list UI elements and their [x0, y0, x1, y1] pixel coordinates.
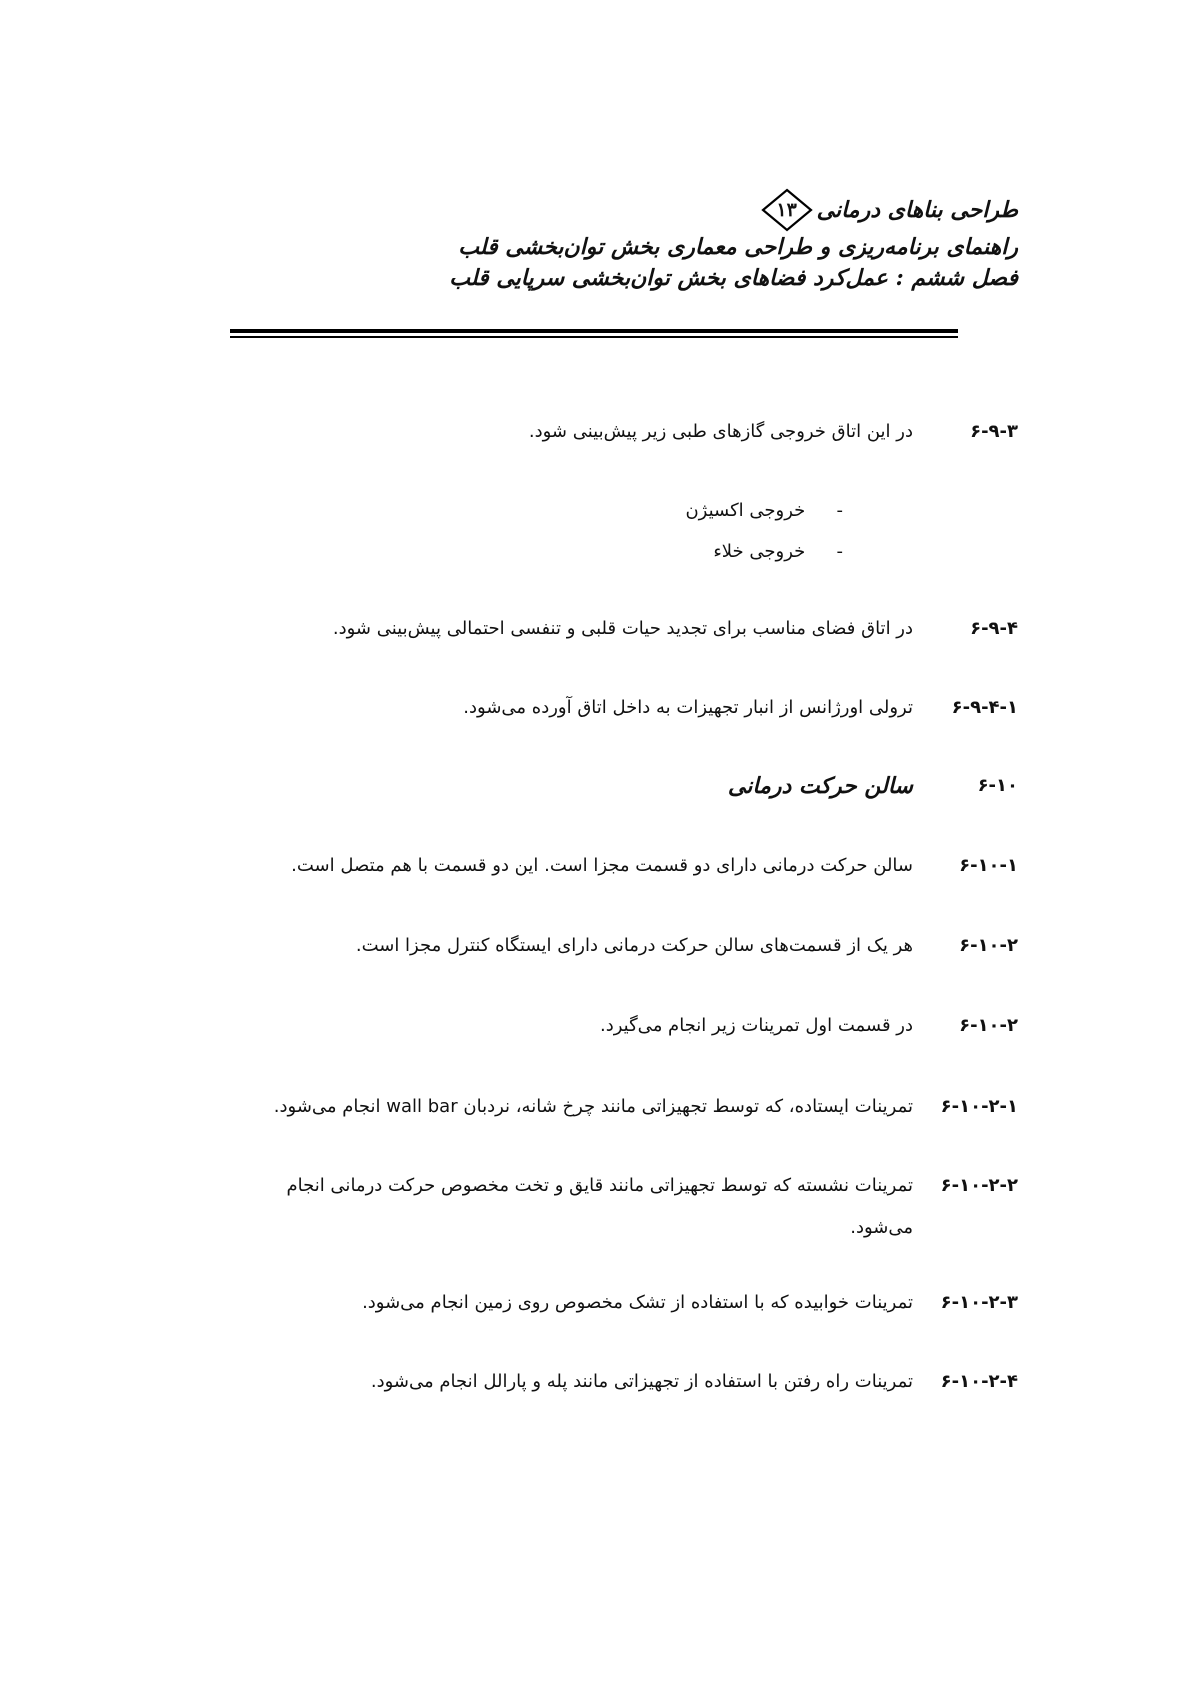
- item-number: ۶-۱۰-۲: [959, 935, 1018, 956]
- item-text: سالن حرکت درمانی دارای دو قسمت مجزا است. این دو قسمت با هم متصل است.: [291, 855, 913, 876]
- header-rule-thin: [230, 336, 958, 338]
- bullet-dash: -: [836, 500, 843, 521]
- bullet-item: [713, 537, 843, 567]
- item-text: تمرینات خوابیده که با استفاده از تشک مخصوص روی زمین انجام می‌شود.: [362, 1292, 913, 1313]
- bullet-item: [685, 496, 843, 526]
- item-6-10-2: [356, 931, 1018, 961]
- bullet-text: خروجی اکسیژن: [685, 500, 806, 521]
- section-heading-6-10: [728, 771, 1018, 801]
- item-6-10-2-2: [286, 1171, 1018, 1249]
- page-number-badge: [761, 188, 813, 232]
- item-text-line: می‌شود.: [850, 1217, 913, 1238]
- item-text: تمرینات راه رفتن با استفاده از تجهیزاتی مانند پله و پارالل انجام می‌شود.: [370, 1371, 913, 1392]
- book-title: طراحی بناهای درمانی: [816, 196, 1018, 223]
- item-number: ۶-۱۰-۲-۴: [940, 1371, 1018, 1392]
- item-text-line: تمرینات نشسته که توسط تجهیزاتی مانند قایق و تخت مخصوص حرکت درمانی انجام: [286, 1175, 913, 1196]
- item-text: در قسمت اول تمرینات زیر انجام می‌گیرد.: [600, 1015, 913, 1036]
- item-6-10-2-b: [600, 1011, 1018, 1041]
- item-number: ۶-۹-۴-۱: [951, 697, 1018, 718]
- item-text-latin: wall bar: [386, 1096, 458, 1117]
- item-6-9-3: [529, 417, 1018, 447]
- item-6-10-1: [291, 851, 1018, 881]
- header-line-1: [449, 188, 1018, 232]
- header-line-2: راهنمای برنامه‌ریزی و طراحی معماری بخش توان‌بخشی قلب: [458, 234, 1018, 260]
- item-6-9-4: [333, 614, 1018, 644]
- header-line-3: فصل ششم : عمل‌کرد فضاهای بخش توان‌بخشی سرپایی قلب: [449, 265, 1018, 291]
- item-text: [274, 1092, 913, 1122]
- item-6-10-2-4: [371, 1367, 1018, 1397]
- bullet-text: خروجی خلاء: [713, 541, 806, 562]
- item-text-part: تمرینات ایستاده، که توسط تجهیزاتی مانند چرخ شانه، نردبان: [463, 1096, 913, 1117]
- bullet-dash: -: [836, 541, 843, 562]
- page-number: ۱۳: [776, 199, 797, 221]
- item-text: در اتاق فضای مناسب برای تجدید حیات قلبی و تنفسی احتمالی پیش‌بینی شود.: [332, 618, 913, 639]
- item-number: ۶-۱۰-۲-۳: [940, 1292, 1018, 1313]
- item-6-10-2-3: [362, 1288, 1018, 1318]
- page-header: [449, 188, 1018, 294]
- item-text-part: انجام می‌شود.: [273, 1096, 381, 1117]
- item-6-9-4-1: [463, 693, 1018, 723]
- item-6-10-2-1: [274, 1092, 1018, 1122]
- item-text: در این اتاق خروجی گازهای طبی زیر پیش‌بینی شود.: [528, 421, 913, 442]
- item-text: ترولی اورژانس از انبار تجهیزات به داخل اتاق آورده می‌شود.: [463, 697, 913, 718]
- item-number: ۶-۱۰-۱: [959, 855, 1018, 876]
- item-number: ۶-۱۰-۲-۱: [940, 1096, 1018, 1117]
- item-text: [286, 1165, 913, 1249]
- section-number: ۶-۱۰: [977, 775, 1018, 796]
- header-rule-thick: [230, 329, 958, 333]
- item-number: ۶-۹-۳: [970, 421, 1018, 442]
- item-number: ۶-۱۰-۲: [959, 1015, 1018, 1036]
- item-number: ۶-۹-۴: [970, 618, 1018, 639]
- item-number: ۶-۱۰-۲-۲: [940, 1175, 1018, 1196]
- item-text: هر یک از قسمت‌های سالن حرکت درمانی دارای ایستگاه کنترل مجزا است.: [355, 935, 913, 956]
- section-title: سالن حرکت درمانی: [727, 773, 913, 799]
